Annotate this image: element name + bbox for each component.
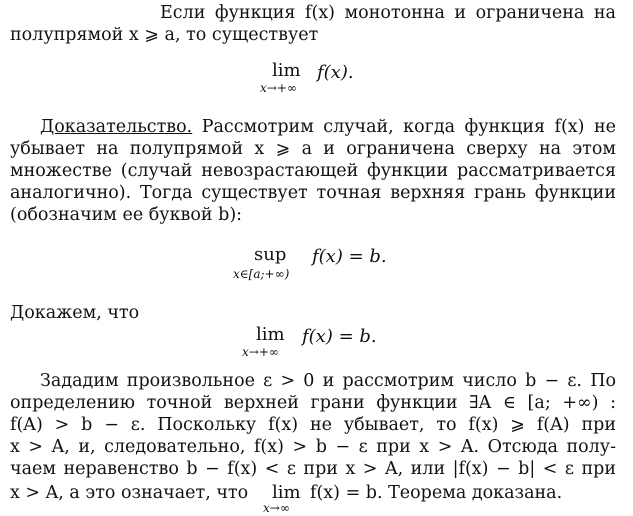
supremum-expression: f(x) = b. bbox=[312, 246, 387, 267]
proof-line-4: аналогично). Тогда существует точная верхняя грань функции bbox=[10, 183, 616, 203]
theorem-line-1: Если функция f(x) монотонна и ограничена на bbox=[160, 3, 616, 23]
prove-statement: Докажем, что bbox=[10, 303, 140, 323]
supremum-subscript: x∈[a;+∞) bbox=[233, 267, 290, 281]
proof-line-2: убывает на полупрямой x ⩾ a и ограничена сверху на этом bbox=[10, 139, 616, 159]
limit-operator: lim bbox=[272, 60, 301, 81]
limit-expression: f(x). bbox=[317, 62, 354, 83]
proof-label: Доказательство. bbox=[40, 117, 193, 137]
theorem-line-2: полупрямой x ⩾ a, то существует bbox=[10, 25, 319, 45]
para-line-2: определению точной верхней грани функции ∃A ∈ [a; +∞) : bbox=[10, 393, 616, 413]
proof-line-3: множестве (случай невозрастающей функции рассматривается bbox=[10, 161, 616, 181]
limit-equals-operator: lim bbox=[256, 324, 285, 345]
para-line-5: чаем неравенство b − f(x) < ε при x > A, или |f(x) − b| < ε при bbox=[10, 459, 616, 479]
para-line-3: f(A) > b − ε. Поскольку f(x) не убывает, то f(x) ⩾ f(A) при bbox=[10, 415, 616, 435]
para-line-1: Зададим произвольное ε > 0 и рассмотрим число b − ε. По bbox=[40, 371, 616, 391]
supremum-operator: sup bbox=[254, 244, 287, 265]
inline-limit-subscript: x→∞ bbox=[263, 501, 290, 515]
limit-subscript: x→+∞ bbox=[260, 81, 297, 95]
proof-line-5: (обозначим ее буквой b): bbox=[10, 205, 243, 225]
proof-line-1-text: Рассмотрим случай, когда функция f(x) не bbox=[201, 117, 616, 137]
para-line-6-start: x > A, а это означает, что bbox=[10, 483, 249, 503]
para-line-6-end: f(x) = b. Теорема доказана. bbox=[310, 483, 563, 503]
inline-limit-operator: lim bbox=[272, 482, 301, 503]
limit-equals-subscript: x→+∞ bbox=[242, 345, 279, 359]
proof-line-1 bbox=[40, 116, 616, 138]
para-line-4: x > A, и, следовательно, f(x) > b − ε при x > A. Отсюда полу- bbox=[10, 437, 616, 457]
limit-equals-expression: f(x) = b. bbox=[302, 326, 377, 347]
